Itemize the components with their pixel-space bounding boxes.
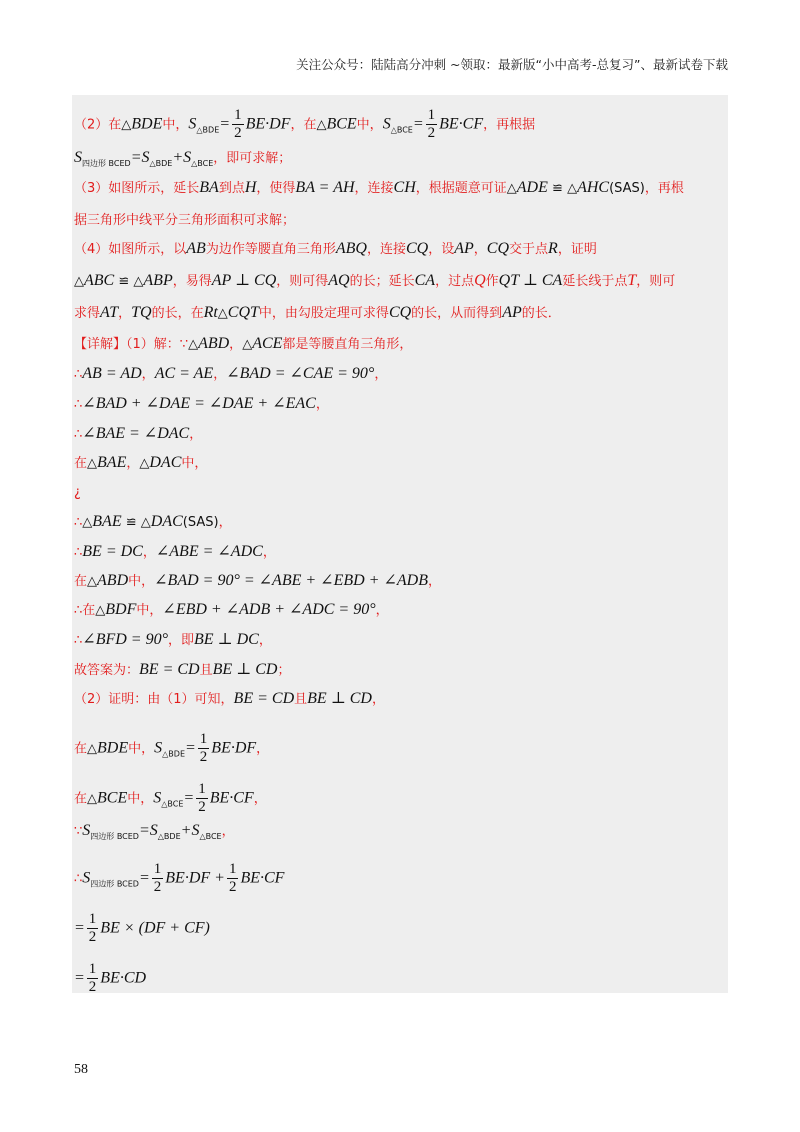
text-segment: ∴	[74, 871, 83, 887]
fraction-denominator: 2	[198, 799, 206, 815]
text-segment: 中，	[356, 117, 383, 133]
text-segment: =	[138, 869, 150, 887]
text-segment: △	[316, 117, 327, 133]
text-segment: ≌	[121, 515, 141, 530]
text-segment: BE·CF	[240, 869, 285, 887]
text-segment: ¿	[74, 485, 81, 500]
text-segment: AP ⊥ CQ	[211, 272, 277, 289]
text-segment: AT	[100, 304, 119, 321]
text-segment: S	[154, 739, 163, 757]
text-segment: （1）解：∵	[126, 337, 189, 352]
text-segment: BDE	[97, 739, 129, 757]
text-segment: (SAS)	[182, 515, 219, 530]
text-segment: ，	[473, 242, 487, 257]
text-segment: 故答案为：	[74, 663, 140, 678]
fraction	[87, 962, 99, 995]
text-segment: ，	[221, 824, 235, 839]
text-segment: BE × (DF + CF)	[100, 919, 210, 937]
text-segment: △BCE	[390, 125, 413, 135]
text-segment: ，	[218, 515, 232, 530]
fraction-denominator: 2	[88, 929, 97, 945]
text-segment: ∠BFD = 90°	[82, 631, 168, 648]
text-segment: 【详解】	[74, 337, 127, 352]
text-segment: ，	[142, 545, 156, 560]
fraction-denominator: 2	[234, 125, 242, 141]
text-segment: ∴	[74, 367, 83, 382]
text-segment: CA	[414, 272, 436, 289]
text-segment: =	[219, 115, 231, 133]
text-segment: BE·CF	[209, 789, 254, 807]
text-segment: ，过点	[435, 274, 475, 289]
text-segment: ∴在	[74, 603, 96, 618]
text-segment: ，根据题意可证	[415, 181, 507, 196]
text-segment: △	[242, 337, 253, 352]
solution-line	[74, 485, 728, 499]
text-segment: ∴	[74, 515, 83, 530]
text-segment: BE·DF +	[165, 869, 225, 887]
text-segment: BE = CD	[233, 690, 295, 707]
text-segment: H	[244, 179, 257, 196]
text-segment: BE·CF	[439, 115, 484, 133]
text-segment: ADE	[516, 179, 548, 196]
text-segment: Rt	[203, 304, 218, 321]
text-segment: QT ⊥ CA	[498, 272, 563, 289]
text-segment: BCE	[97, 789, 128, 807]
text-segment: ACE	[252, 335, 283, 352]
text-segment: S	[74, 149, 82, 166]
text-segment: ∠EBD + ∠ADB + ∠ADC = 90°	[162, 601, 376, 618]
fraction-numerator: 1	[198, 781, 206, 797]
fraction	[232, 108, 244, 141]
text-segment: AC = AE	[154, 365, 214, 382]
text-segment: ，	[213, 367, 227, 382]
fraction-numerator: 1	[153, 861, 162, 877]
text-segment: R	[548, 240, 558, 257]
text-segment: △	[140, 515, 151, 530]
text-segment: ，则可得	[276, 274, 329, 289]
fraction-numerator: 1	[199, 731, 208, 747]
text-segment: ，易得	[172, 274, 212, 289]
text-segment: 的长，从而得到	[411, 306, 503, 321]
text-segment: S	[382, 115, 391, 133]
text-segment: ，	[258, 633, 272, 648]
text-segment: △	[74, 274, 84, 289]
solution-line	[74, 273, 728, 289]
text-segment: CH	[393, 179, 416, 196]
text-segment: △	[567, 181, 578, 196]
text-segment: S	[82, 869, 91, 887]
text-segment: ，连接	[366, 242, 406, 257]
text-segment: 延长线于点	[562, 274, 628, 289]
text-segment: ，	[374, 367, 388, 382]
text-segment: +S	[180, 822, 200, 839]
text-segment: 求得	[74, 306, 101, 321]
text-segment: AQ	[328, 272, 350, 289]
solution-line	[74, 455, 728, 471]
solution-line	[74, 912, 728, 945]
text-segment: △BDE	[149, 159, 173, 168]
solution-line	[74, 782, 728, 815]
page-header: 关注公众号：陆陆高分冲刺 ~领取：最新版“小中高考-总复习”、最新试卷下载	[296, 57, 728, 72]
text-segment: BE ⊥ CD	[212, 661, 278, 678]
text-segment: 在	[74, 574, 88, 589]
text-segment: △	[139, 456, 150, 471]
text-segment: ≌	[547, 181, 568, 196]
text-segment: =	[74, 969, 85, 987]
text-segment: 中，	[162, 117, 189, 133]
text-segment: ，即可求解；	[213, 151, 292, 166]
fraction-denominator: 2	[228, 879, 237, 895]
fraction	[198, 732, 210, 765]
text-segment: ∴	[74, 427, 83, 442]
text-segment: △	[217, 306, 228, 321]
text-segment: AP	[454, 240, 474, 257]
text-segment: ∵	[74, 824, 83, 839]
text-segment: =	[74, 919, 85, 937]
solution-line	[74, 108, 728, 141]
text-segment: ，	[229, 337, 243, 352]
text-segment: (SAS)	[609, 181, 645, 196]
text-segment: BE·CD	[100, 969, 147, 987]
text-segment: （2）在	[74, 117, 122, 133]
text-segment: ∴	[74, 633, 83, 648]
solution-line	[74, 514, 728, 530]
text-segment: AHC	[577, 179, 610, 196]
text-segment: 作	[485, 274, 499, 289]
text-segment: ，设	[428, 242, 455, 257]
text-segment: ABD	[97, 572, 129, 589]
text-segment: T	[627, 272, 637, 289]
text-segment: BDF	[105, 601, 137, 618]
text-segment: ，再根	[644, 181, 684, 196]
fraction-numerator: 1	[228, 861, 237, 877]
text-segment: TQ	[131, 304, 152, 321]
text-segment: ，	[262, 545, 276, 560]
solution-line	[74, 213, 728, 227]
text-segment: ABD	[198, 335, 230, 352]
solution-line	[74, 544, 728, 560]
solution-line	[74, 573, 728, 589]
solution-line	[74, 632, 728, 648]
text-segment: （4）如图所示，以	[74, 242, 187, 257]
text-segment: △	[133, 274, 144, 289]
text-segment: △	[87, 456, 98, 471]
solution-line	[74, 602, 728, 618]
solution-line	[74, 426, 728, 442]
text-segment: ∠BAE = ∠DAC	[82, 425, 190, 442]
text-segment: ，在	[290, 117, 317, 133]
text-segment: 中，	[128, 741, 155, 757]
solution-line	[74, 336, 728, 352]
text-segment: 据三角形中线平分三角形面积可求解；	[74, 213, 296, 228]
text-segment: ，再根据	[483, 117, 536, 133]
text-segment: △BDE	[196, 125, 220, 135]
text-segment: BE ⊥ CD	[307, 690, 372, 707]
fraction-denominator: 2	[153, 879, 162, 895]
text-segment: ，证明	[557, 242, 597, 257]
text-segment: 中，	[181, 456, 208, 471]
solution-line	[74, 396, 728, 412]
text-segment: （2）证明：由（1）可知，	[74, 692, 234, 707]
text-segment: ∠ABE = ∠ADC	[155, 543, 263, 560]
text-segment: ∠BAD = 90° = ∠ABE + ∠EBD + ∠ADB	[154, 572, 428, 589]
text-segment: ABQ	[335, 240, 367, 257]
solution-line	[74, 732, 728, 765]
text-segment: =S	[138, 822, 158, 839]
text-segment: BAE	[97, 454, 127, 471]
fraction	[426, 108, 438, 141]
text-segment: △BCE	[161, 799, 184, 809]
solution-line	[74, 691, 728, 707]
text-segment: 中，	[127, 791, 154, 807]
text-segment: △BDE	[162, 749, 185, 759]
text-segment: ABP	[143, 272, 173, 289]
text-segment: 的长．	[521, 306, 561, 321]
fraction	[152, 862, 164, 895]
text-segment: △BCE	[199, 832, 222, 841]
text-segment: ；	[277, 663, 291, 678]
text-segment: =	[185, 739, 196, 757]
text-segment: 在	[74, 791, 88, 807]
text-segment: S	[153, 789, 162, 807]
text-segment: ，	[189, 427, 203, 442]
text-segment: CQ	[486, 240, 510, 257]
text-segment: ∴	[74, 545, 83, 560]
text-segment: 在	[74, 741, 88, 757]
text-segment: 中，由勾股定理可求得	[258, 306, 389, 321]
text-segment: BE·DF	[211, 739, 257, 757]
text-segment: 四边形 BCED	[90, 879, 139, 889]
text-segment: 交于点	[509, 242, 549, 257]
text-segment: CQ	[405, 240, 429, 257]
text-segment: S	[188, 115, 197, 133]
text-segment: ，即	[167, 633, 194, 648]
fraction-denominator: 2	[427, 125, 436, 141]
text-segment: AP	[502, 304, 522, 321]
text-segment: 且	[199, 663, 213, 678]
text-segment: ，则可	[636, 274, 676, 289]
text-segment: △	[87, 791, 98, 807]
fraction	[196, 782, 208, 815]
text-segment: ，	[256, 741, 270, 757]
text-segment: ≌	[114, 274, 134, 289]
text-segment: ，	[371, 692, 385, 707]
solution-line	[74, 150, 728, 168]
text-segment: AB	[186, 240, 206, 257]
text-segment: 都是等腰直角三角形，	[282, 337, 413, 352]
fraction	[227, 862, 239, 895]
fraction-numerator: 1	[427, 107, 436, 123]
text-segment: BE = CD	[139, 661, 200, 678]
fraction-numerator: 1	[234, 107, 242, 123]
text-segment: BE = DC	[82, 543, 143, 560]
text-segment: △	[87, 741, 98, 757]
text-segment: △	[188, 337, 199, 352]
text-segment: =	[412, 115, 424, 133]
text-segment: ，	[141, 367, 155, 382]
text-segment: BCE	[326, 115, 357, 133]
text-segment: ，	[126, 456, 140, 471]
text-segment: 到点	[218, 181, 245, 196]
text-segment: （3）如图所示，延长	[74, 181, 200, 196]
text-segment: △	[87, 574, 98, 589]
text-segment: 的长；延长	[349, 274, 415, 289]
text-segment: BE ⊥ DC	[194, 631, 259, 648]
text-segment: ，	[315, 397, 329, 412]
text-segment: ∠BAD = ∠CAE = 90°	[226, 365, 375, 382]
text-segment: DAC	[150, 513, 183, 530]
text-segment: 四边形 BCED	[90, 832, 139, 841]
text-segment: ，	[118, 306, 132, 321]
text-segment: 的长，在	[151, 306, 204, 321]
text-segment: ，	[253, 791, 267, 807]
solution-line	[74, 180, 728, 196]
fraction-denominator: 2	[88, 979, 97, 995]
text-segment: △BDE	[157, 832, 181, 841]
text-segment: 中，	[136, 603, 163, 618]
solution-line	[74, 366, 728, 382]
text-segment: 中，	[128, 574, 155, 589]
fraction-numerator: 1	[88, 911, 97, 927]
text-segment: △	[95, 603, 106, 618]
fraction-denominator: 2	[199, 749, 208, 765]
text-segment: ，	[375, 603, 389, 618]
text-segment: BDE	[131, 115, 163, 133]
text-segment: Q	[474, 272, 486, 289]
solution-line	[74, 662, 728, 678]
text-segment: BA = AH	[295, 179, 355, 196]
solution-line	[74, 862, 728, 895]
text-segment: △	[82, 515, 93, 530]
text-segment: ，使得	[256, 181, 296, 196]
text-segment: 四边形 BCED	[82, 159, 131, 168]
page-number: 58	[74, 1062, 88, 1077]
text-segment: BAE	[92, 513, 122, 530]
text-segment: ∠BAD + ∠DAE = ∠DAE + ∠EAC	[82, 395, 316, 412]
solution-line	[74, 305, 728, 321]
text-segment: △	[506, 181, 517, 196]
text-segment: △BCE	[191, 159, 214, 168]
solution-line	[74, 823, 728, 841]
text-segment: 在	[74, 456, 88, 471]
text-segment: CQT	[227, 304, 259, 321]
text-segment: AB = AD	[82, 365, 142, 382]
text-segment: +S	[172, 149, 192, 166]
fraction	[87, 912, 99, 945]
text-segment: ∴	[74, 397, 83, 412]
solution-line	[74, 241, 728, 257]
solution-line	[74, 962, 728, 995]
text-segment: BE·DF	[245, 115, 291, 133]
text-segment: △	[121, 117, 132, 133]
text-segment: ABC	[84, 272, 115, 289]
text-segment: 且	[294, 692, 308, 707]
text-segment: =	[183, 789, 195, 807]
text-segment: S	[82, 822, 91, 839]
text-segment: CQ	[388, 304, 412, 321]
text-segment: ，	[427, 574, 441, 589]
text-segment: =S	[130, 149, 150, 166]
text-segment: ，连接	[354, 181, 394, 196]
text-segment: 为边作等腰直角三角形	[205, 242, 336, 257]
text-segment: DAC	[149, 454, 182, 471]
text-segment: BA	[199, 179, 219, 196]
fraction-numerator: 1	[88, 961, 97, 977]
